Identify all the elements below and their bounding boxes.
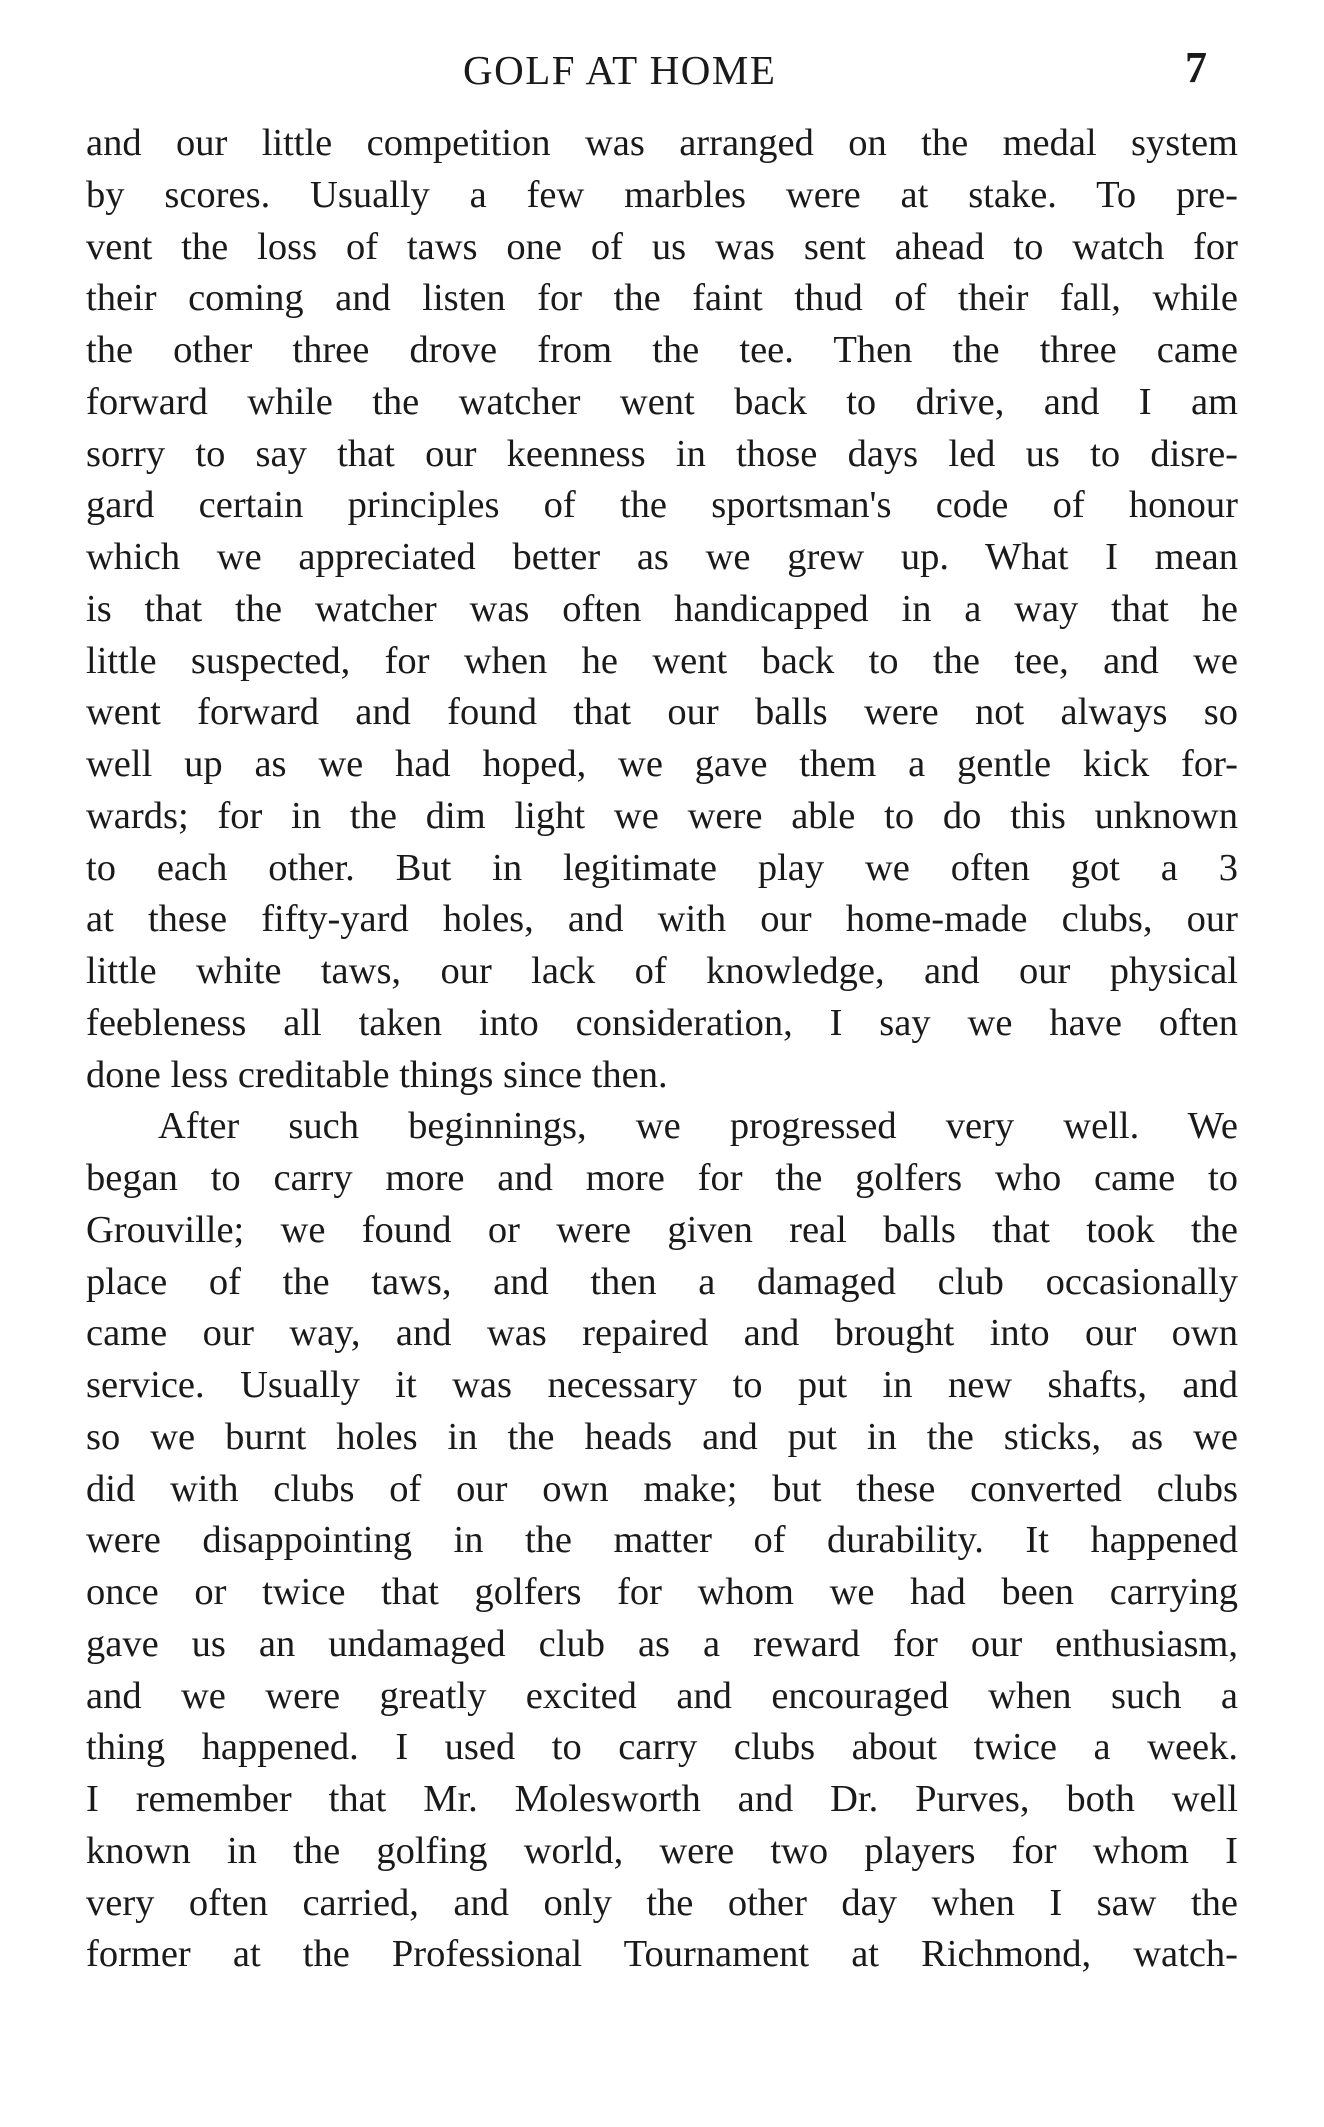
text-line: which we appreciated better as we grew up. What I mean [86,536,1238,578]
text-line: their coming and listen for the faint thud of their fall, while [86,277,1238,320]
text-line: and our little competition was arranged on the medal system [86,122,1238,164]
text-line: service. Usually it was necessary to put in new shafts, and [86,1364,1238,1406]
text-line: so we burnt holes in the heads and put in the sticks, as we [86,1415,1238,1458]
text-line: I remember that Mr. Molesworth and Dr. Purves, both well [86,1778,1238,1820]
text-line: very often carried, and only the other day when I saw the [86,1881,1238,1924]
text-line: were disappointing in the matter of durability. It happened [86,1519,1238,1562]
text-line: forward while the watcher went back to drive, and I am [86,380,1238,423]
text-line: and we were greatly excited and encouraged when such a [86,1674,1238,1717]
text-line: feebleness all taken into consideration, I say we have often [86,1001,1238,1044]
text-line: the other three drove from the tee. Then the three came [86,329,1238,371]
text-line: thing happened. I used to carry clubs about twice a week. [86,1726,1238,1769]
text-line: little suspected, for when he went back to the tee, and we [86,639,1238,682]
text-line: went forward and found that our balls were not always so [86,691,1238,734]
text-line: at these fifty-yard holes, and with our home-made clubs, our [86,898,1238,941]
page-number: 7 [1185,43,1207,92]
text-line: is that the watcher was often handicapped in a way that he [86,587,1238,630]
text-line: began to carry more and more for the golfers who came to [86,1157,1238,1199]
text-line: place of the taws, and then a damaged club occasionally [86,1260,1238,1303]
text-line: gard certain principles of the sportsman's code of honour [86,484,1238,527]
text-line: to each other. But in legitimate play we often got a 3 [86,846,1238,889]
text-line: Grouville; we found or were given real balls that took the [86,1208,1238,1251]
text-line: by scores. Usually a few marbles were at stake. To pre- [86,173,1238,216]
text-line: did with clubs of our own make; but these converted clubs [86,1467,1238,1510]
text-line: gave us an undamaged club as a reward for our enthusiasm, [86,1622,1238,1665]
text-line: once or twice that golfers for whom we had been carrying [86,1571,1238,1613]
text-line: wards; for in the dim light we were able to do this unknown [86,794,1238,837]
text-line: vent the loss of taws one of us was sent ahead to watch for [86,225,1238,268]
text-line: former at the Professional Tournament at Richmond, watch- [86,1933,1238,1976]
paragraph-start-line: After such beginnings, we progressed very well. We [158,1105,1238,1148]
text-line: little white taws, our lack of knowledge, and our physical [86,950,1238,992]
text-line: came our way, and was repaired and brought into our own [86,1312,1238,1355]
running-title: GOLF AT HOME [463,47,777,93]
text-line: known in the golfing world, were two players for whom I [86,1829,1238,1872]
body-text [86,118,1238,1981]
text-line: sorry to say that our keenness in those days led us to disre- [86,432,1238,475]
running-head [0,40,1324,100]
text-line: well up as we had hoped, we gave them a gentle kick for- [86,743,1238,785]
paragraph-end-line: done less creditable things since then. [86,1053,668,1096]
